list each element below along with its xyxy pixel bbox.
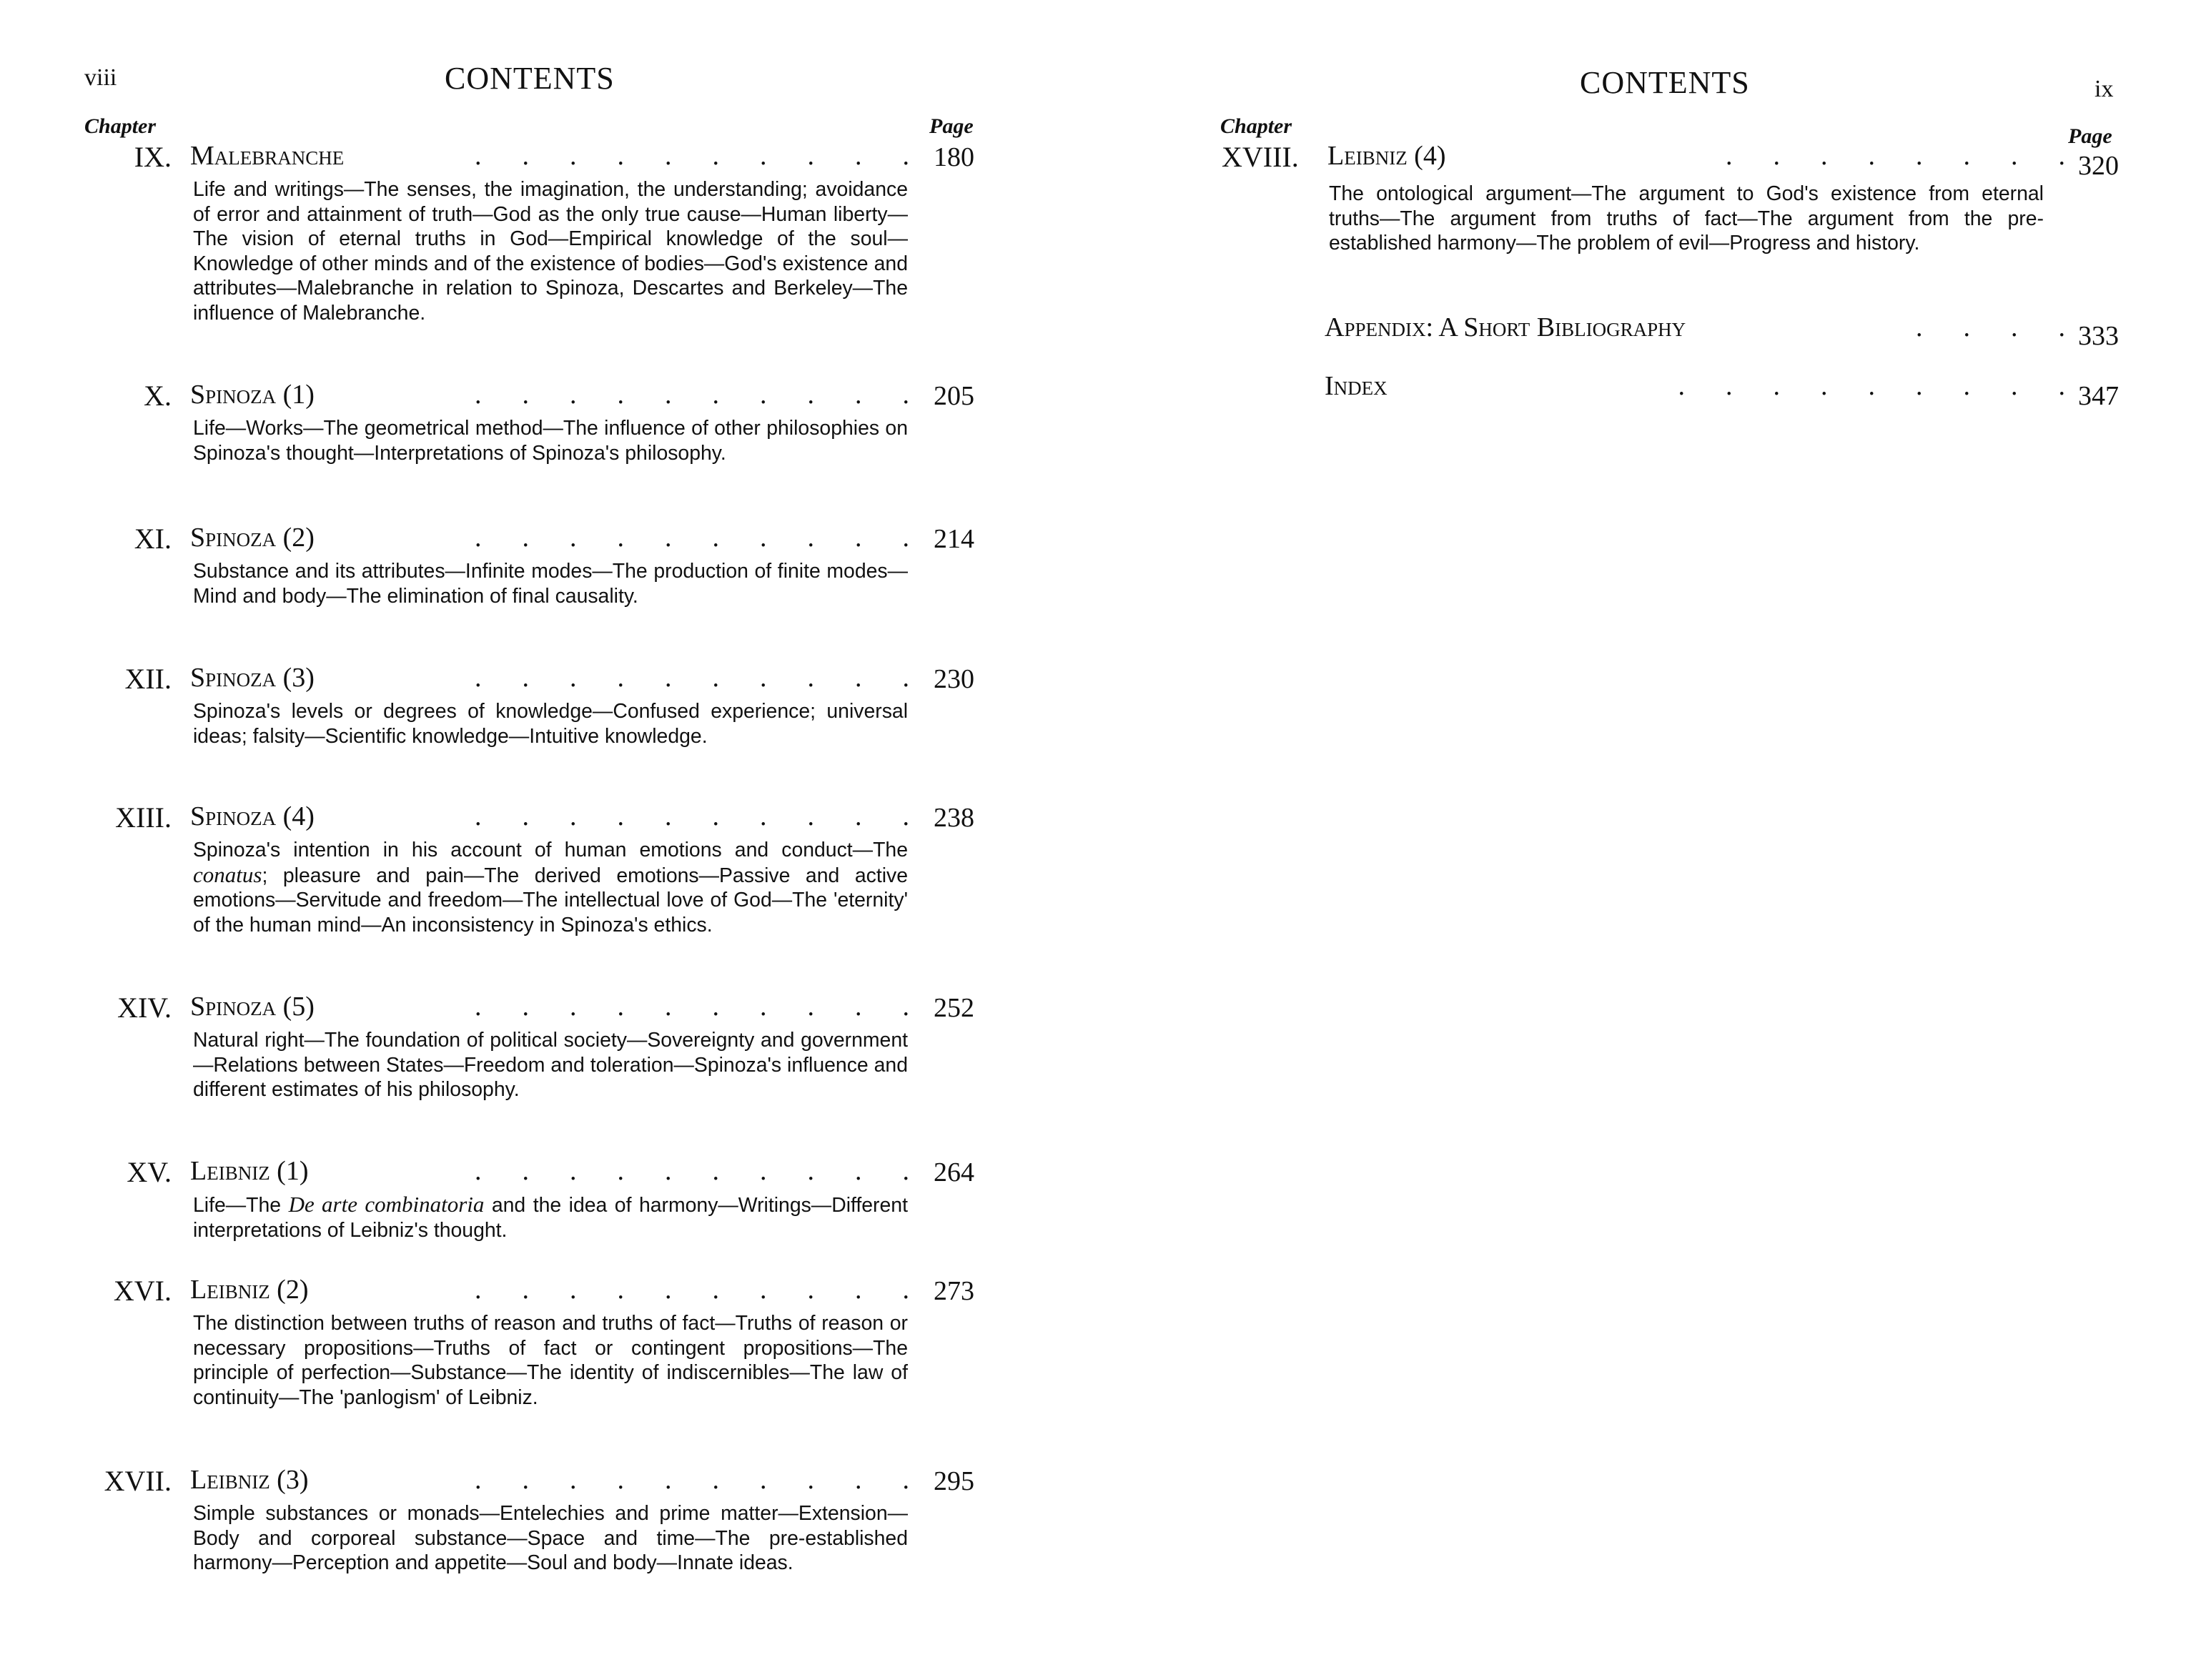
chapter-title: Leibniz (4) <box>1327 141 1446 171</box>
dot-leaders: . . . . . . . . . . <box>475 1465 909 1495</box>
dot-leaders: . . . . . . . . . . <box>475 1156 909 1186</box>
dot-leaders: . . . . . . . . . . <box>475 1275 909 1305</box>
chapter-summary: The ontological argument—The argument to God's existence from eternal truths—The argument from truths of fact—The argument from the pre-established harmony—The problem of evil—Progress and history. <box>1329 182 2044 255</box>
page-number-folio: viii <box>84 64 117 91</box>
chapter-number: IX. <box>134 141 172 173</box>
entry-heading <box>1093 312 2186 349</box>
contents-entry <box>0 379 1093 465</box>
dot-leaders: . . . . . . . . . . <box>475 801 909 831</box>
page-column-label: Page <box>2068 124 2112 148</box>
page-reference: 180 <box>934 142 974 172</box>
page-reference: 238 <box>934 803 974 833</box>
page-number-folio: ix <box>2094 76 2114 102</box>
dot-leaders: . . . . . . . . . . <box>475 523 909 553</box>
entry-heading <box>0 522 1093 559</box>
summary-italic-term: conatus <box>193 861 262 887</box>
chapter-number: X. <box>144 380 172 412</box>
entry-heading <box>0 991 1093 1028</box>
contents-entry <box>0 1464 1093 1574</box>
running-head: CONTENTS <box>1580 65 1750 100</box>
chapter-summary: Spinoza's levels or degrees of knowledge—Confused experience; universal ideas; falsity—Scientific knowledge—Intuitive knowledge. <box>193 700 908 748</box>
entry-heading <box>0 140 1093 177</box>
contents-entry <box>0 801 1093 937</box>
chapter-summary: Simple substances or monads—Entelechies and prime matter—Extension—Body and corporeal substance—Space and time—The pre-established harmony—Perception and appetite—Soul and body—Innate ideas. <box>193 1502 908 1574</box>
chapter-title: Spinoza (4) <box>190 801 315 831</box>
chapter-number: XV. <box>127 1156 172 1188</box>
chapter-number: XIII. <box>115 801 172 834</box>
page-reference: 347 <box>2078 381 2119 411</box>
appendix-entry <box>1093 312 2186 349</box>
chapter-title: Malebranche <box>190 141 345 171</box>
page-reference: 214 <box>934 524 974 554</box>
index-title: Index <box>1325 371 1388 401</box>
entry-heading <box>0 1274 1093 1311</box>
entry-heading <box>0 801 1093 838</box>
chapter-title: Spinoza (3) <box>190 663 315 693</box>
summary-text: Life—The <box>193 1194 289 1217</box>
page-reference: 333 <box>2078 321 2119 351</box>
right-page <box>1093 0 2186 1680</box>
running-head: CONTENTS <box>445 61 615 96</box>
index-entry <box>1093 370 2186 411</box>
page-column-label: Page <box>929 114 974 138</box>
entry-heading <box>0 1155 1093 1192</box>
page-reference: 273 <box>934 1276 974 1306</box>
page-reference: 320 <box>2078 151 2119 181</box>
chapter-summary: Life—Works—The geometrical method—The influence of other philosophies on Spinoza's thought—Interpretations of Spinoza's philosophy. <box>193 417 908 465</box>
chapter-title: Spinoza (2) <box>190 523 315 553</box>
chapter-summary: Natural right—The foundation of political society—Sovereignty and government—Relations between States—Freedom and toleration—Spinoza's influence and different estimates of his philosophy. <box>193 1029 908 1101</box>
dot-leaders: . . . . <box>1916 312 2065 342</box>
contents-entry <box>0 991 1093 1101</box>
page-reference: 230 <box>934 664 974 694</box>
chapter-summary <box>193 1192 908 1242</box>
entry-heading <box>0 379 1093 416</box>
contents-entry <box>0 522 1093 608</box>
page-reference: 252 <box>934 993 974 1023</box>
dot-leaders: . . . . . . . . . . <box>475 992 909 1022</box>
page-reference: 205 <box>934 381 974 411</box>
dot-leaders: . . . . . . . . . <box>1678 371 2065 401</box>
entry-heading <box>0 1464 1093 1501</box>
chapter-column-label: Chapter <box>1220 114 1292 138</box>
summary-text: ; pleasure and pain—The derived emotions—Passive and active emotions—Servitude and freedom—The intellectual love of God—The 'eternity' of the human mind—An inconsistency in Spinoza's ethics. <box>193 864 908 937</box>
chapter-column-label: Chapter <box>84 114 157 138</box>
contents-entry <box>0 1274 1093 1409</box>
chapter-title: Spinoza (5) <box>190 992 315 1022</box>
page-reference: 264 <box>934 1157 974 1187</box>
entry-heading <box>1093 370 2186 411</box>
contents-entry <box>0 140 1093 325</box>
contents-entry <box>0 662 1093 748</box>
summary-italic-term: De arte combinatoria <box>288 1192 485 1217</box>
dot-leaders: . . . . . . . . <box>1726 141 2065 171</box>
chapter-title: Leibniz (2) <box>190 1275 309 1305</box>
chapter-summary: The distinction between truths of reason and truths of fact—Truths of reason or necessary propositions—Truths of fact or contingent propositions—The principle of perfection—Substance—The identity of indiscernibles—The law of continuity—The 'panlogism' of Leibniz. <box>193 1312 908 1409</box>
chapter-number: XIV. <box>117 992 172 1024</box>
chapter-title: Spinoza (1) <box>190 380 315 410</box>
entry-heading <box>0 662 1093 699</box>
dot-leaders: . . . . . . . . . . <box>475 380 909 410</box>
dot-leaders: . . . . . . . . . . <box>475 663 909 693</box>
chapter-title: Leibniz (3) <box>190 1465 309 1495</box>
summary-text: Spinoza's intention in his account of human emotions and conduct—The <box>193 839 908 861</box>
appendix-title: Appendix: A Short Bibliography <box>1325 312 1686 342</box>
chapter-number: XII. <box>124 663 172 695</box>
dot-leaders: . . . . . . . . . . <box>475 141 909 171</box>
chapter-summary: Life and writings—The senses, the imagination, the understanding; avoidance of error and attainment of truth—God as the only true cause—Human liberty—The vision of eternal truths in God—Empirical knowledge of the soul—Knowledge of other minds and of the existence of bodies—God's existence and attributes—Malebranche in relation to Spinoza, Descartes and Berkeley—The influence of Malebranche. <box>193 178 908 325</box>
contents-entry <box>1093 140 2186 255</box>
page-reference: 295 <box>934 1466 974 1496</box>
entry-heading <box>1093 140 2186 181</box>
chapter-number: XVII. <box>104 1465 172 1497</box>
chapter-summary <box>193 838 908 937</box>
contents-entry <box>0 1155 1093 1242</box>
summary-text: and the idea of harmony—Writings—Different interpretations of Leibniz's thought. <box>193 1194 908 1242</box>
chapter-number: XVI. <box>113 1275 172 1307</box>
chapter-number: XI. <box>134 523 172 555</box>
chapter-title: Leibniz (1) <box>190 1156 309 1186</box>
chapter-number: XVIII. <box>1222 141 1299 173</box>
chapter-summary: Substance and its attributes—Infinite modes—The production of finite modes—Mind and body—The elimination of final causality. <box>193 560 908 608</box>
